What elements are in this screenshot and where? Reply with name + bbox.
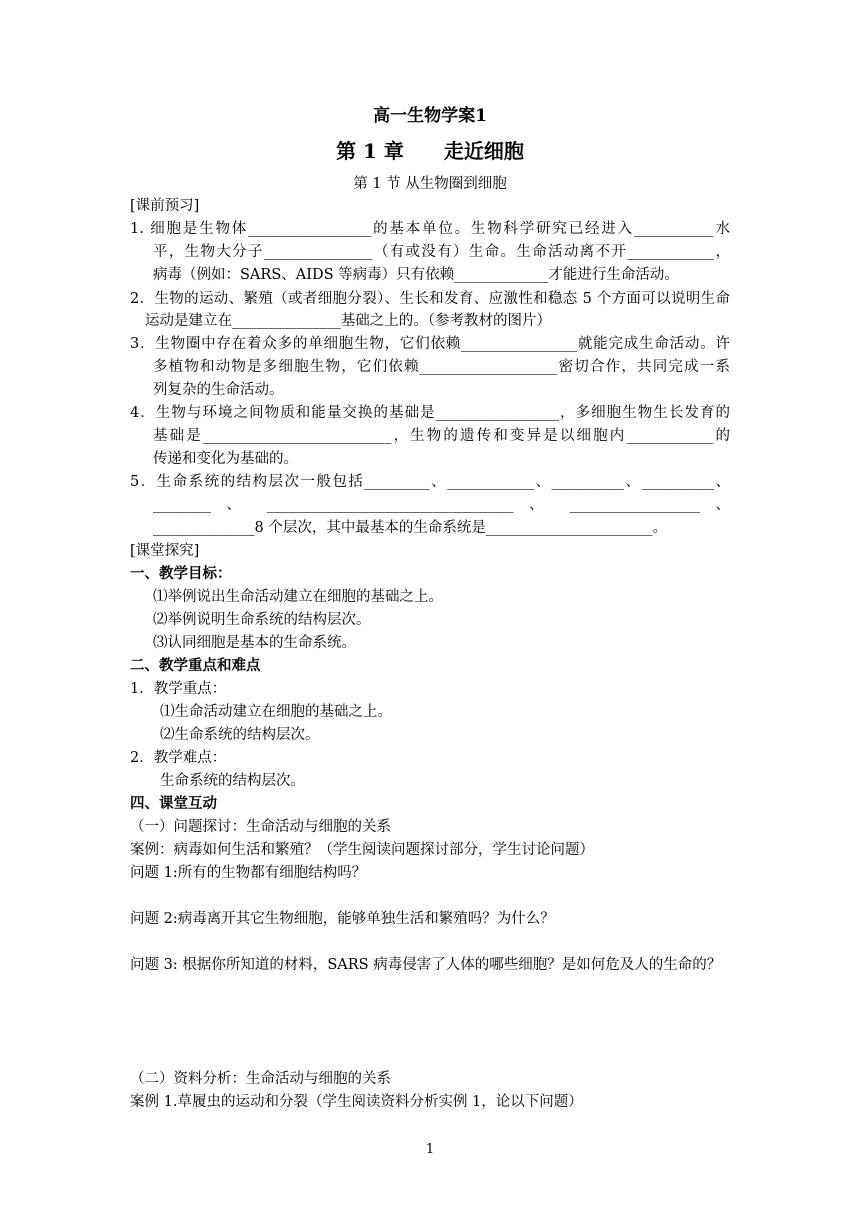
preview-line: 1. 细胞是生物体_________________的基本单位。生物科学研究已经进入___________水 xyxy=(130,221,730,237)
part1-heading: （一）问题探讨：生命活动与细胞的关系 xyxy=(130,819,391,835)
preview-line: 2．生物的运动、繁殖（或者细胞分裂）、生长和发育、应激性和稳态 5 个方面可以说明生命 xyxy=(130,291,730,307)
key-item: ⑵生命系统的结构层次。 xyxy=(160,727,320,743)
goal-item: ⑴举例说出生命活动建立在细胞的基础之上。 xyxy=(153,589,443,605)
document-title: 高一生物学案1 xyxy=(373,106,487,126)
preview-heading: [课前预习] xyxy=(130,198,200,214)
question-2: 问题 2:病毒离开其它生物细胞，能够单独生活和繁殖吗？为什么？ xyxy=(130,911,555,927)
preview-line: ________ 、 __________________________________ 、 __________________ 、 xyxy=(153,497,730,513)
case1-text: 案例 1.草履虫的运动和分裂（学生阅读资料分析实例 1，论以下问题） xyxy=(130,1094,583,1110)
preview-line: 4．生物与环境之间物质和能量交换的基础是_________________，多细胞生物生长发育的 xyxy=(130,405,730,421)
section-title: 第 1 节 从生物圈到细胞 xyxy=(353,176,507,192)
key-item: ⑴生命活动建立在细胞的基础之上。 xyxy=(160,704,392,720)
goals-heading: 一、教学目标： xyxy=(130,565,232,582)
preview-line: 3．生物圈中存在着众多的单细胞生物，它们依赖________________就能完成生命活动。许 xyxy=(130,336,730,352)
class-heading: [课堂探究] xyxy=(130,543,200,559)
preview-line: 列复杂的生命活动。 xyxy=(153,382,284,398)
chapter-title: 第 1 章 走近细胞 xyxy=(336,139,524,163)
preview-line: ______________8 个层次，其中最基本的生命系统是_______________________。 xyxy=(153,520,668,536)
preview-line: 5．生命系统的结构层次一般包括_________、____________、__________、__________、 xyxy=(130,474,730,490)
preview-line: 运动是建立在_______________基础之上的。（参考教材的图片） xyxy=(145,313,551,329)
keypoints-heading: 二、教学重点和难点 xyxy=(130,657,261,674)
preview-line: 多植物和动物是多细胞生物，它们依赖___________________密切合作，共同完成一系 xyxy=(153,359,730,375)
part2-heading: （二）资料分析：生命活动与细胞的关系 xyxy=(130,1071,391,1087)
page-number: 1 xyxy=(425,1142,435,1157)
preview-line: 传递和变化为基础的。 xyxy=(153,451,298,467)
interaction-heading: 四、课堂互动 xyxy=(130,795,217,812)
goal-item: ⑶认同细胞是基本的生命系统。 xyxy=(153,635,356,651)
question-1: 问题 1:所有的生物都有细胞结构吗？ xyxy=(130,865,367,881)
difficulty-item: 生命系统的结构层次。 xyxy=(160,773,305,789)
difficulty-label: 2．教学难点： xyxy=(130,750,227,766)
preview-line: 基础是__________________________，生物的遗传和变异是以细胞内____________的 xyxy=(153,428,730,444)
question-3: 问题 3: 根据你所知道的材料，SARS 病毒侵害了人体的哪些细胞？是如何危及人的生命的？ xyxy=(130,957,722,973)
key-label: 1．教学重点： xyxy=(130,681,227,697)
preview-line: 平，生物大分子_______________（有或没有）生命。生命活动离不开____________， xyxy=(153,244,730,260)
goal-item: ⑵举例说明生命系统的结构层次。 xyxy=(153,612,371,628)
case-text: 案例：病毒如何生活和繁殖？（学生阅读问题探讨部分，学生讨论问题） xyxy=(130,842,594,858)
preview-line: 病毒（例如：SARS、AIDS 等病毒）只有依赖_____________才能进行生命活动。 xyxy=(153,267,679,283)
